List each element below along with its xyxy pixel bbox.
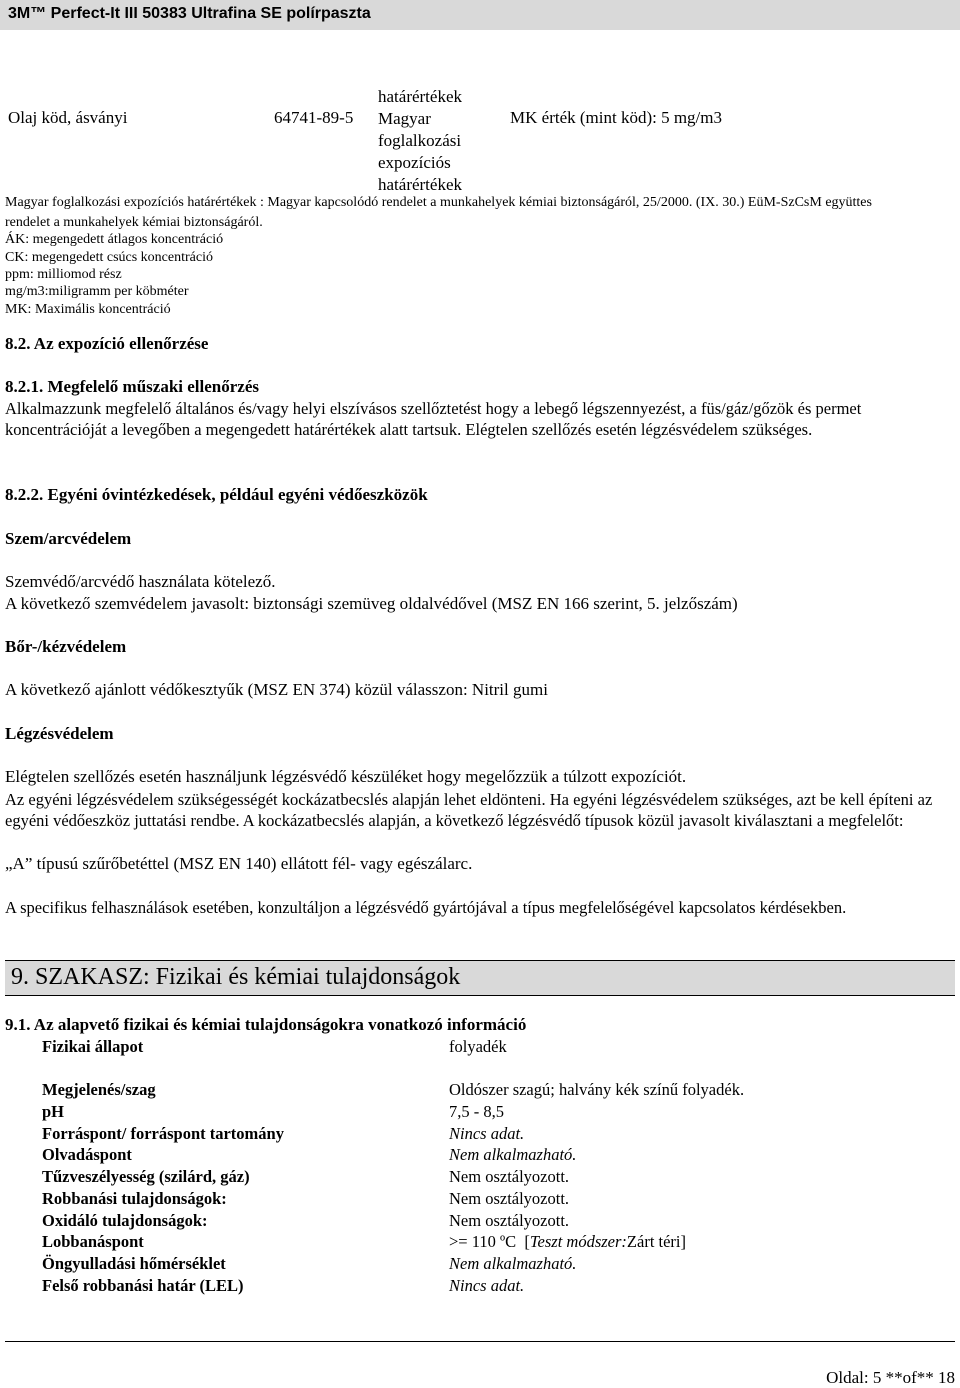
notes-line: Magyar foglalkozási expozíciós határértékek : Magyar kapcsolódó rendelet a munkahelyek kémiai biztonságáról, 25/2000. (IX. 30.) EüM-SzCsM együttes [5, 195, 872, 210]
property-value: 7,5 - 8,5 [449, 1102, 504, 1121]
property-row [42, 1254, 942, 1276]
skin-protection-heading: Bőr-/kézvédelem [5, 637, 127, 656]
respiratory-line: „A” típusú szűrőbetéttel (MSZ EN 140) ellátott fél- vagy egészálarc. [5, 854, 473, 873]
property-label: Tűzveszélyesség (szilárd, gáz) [42, 1167, 250, 1186]
property-row [42, 1102, 942, 1124]
respiratory-line: Elégtelen szellőzés esetén használjunk légzésvédő készüléket hogy megelőzzük a túlzott expozíciót. [5, 767, 687, 786]
property-value: folyadék [449, 1037, 507, 1056]
property-value: Nem osztályozott. [449, 1211, 570, 1230]
property-value: Oldószer szagú; halvány kék színű folyadék. [449, 1080, 745, 1099]
engineering-controls-text: Alkalmazzunk megfelelő általános és/vagy helyi elszívásos szellőztetést hogy a lebegő légszennyezést, a füs/gáz/gőzök és permet koncentrációját a levegőben a megengedett határértékek alatt tartsuk. Elégtelen szellőzés esetén légzésvédelem szükséges. [5, 399, 862, 439]
limit-source-line: Magyar [378, 109, 431, 128]
document-header-bar [0, 0, 960, 30]
heading-8-2-1: 8.2.1. Megfelelő műszaki ellenőrzés [5, 377, 259, 396]
property-row [42, 1124, 942, 1146]
limit-source-line: határértékek [378, 87, 462, 106]
skin-protection-line: A következő ajánlott védőkesztyűk (MSZ EN 374) közül válasszon: Nitril gumi [5, 680, 548, 699]
eye-protection-line: A következő szemvédelem javasolt: biztonsági szemüveg oldalvédővel (MSZ EN 166 szerint, 5. jelzőszám) [5, 594, 738, 613]
property-row [42, 1232, 942, 1254]
property-label: Öngyulladási hőmérséklet [42, 1254, 226, 1273]
property-label: Lobbanáspont [42, 1232, 144, 1251]
property-label: Megjelenés/szag [42, 1080, 156, 1099]
property-row [42, 1167, 942, 1189]
document-title: 3M™ Perfect-It III 50383 Ultrafina SE polírpaszta [8, 5, 371, 22]
abbr-line: ÁK: megengedett átlagos koncentráció [5, 232, 224, 247]
flash-point-method-value: Zárt téri [626, 1232, 681, 1251]
respiratory-paragraph: A specifikus felhasználások esetében, konzultáljon a légzésvédő gyártójával a típus megfelelőségével kapcsolatos kérdésekben. [5, 898, 847, 917]
property-label: Felső robbanási határ (LEL) [42, 1276, 244, 1295]
abbr-line: MK: Maximális koncentráció [5, 302, 171, 317]
property-value: >= 110 ºC [Teszt módszer:Zárt téri] [449, 1232, 687, 1251]
limit-value: MK érték (mint köd): 5 mg/m3 [510, 108, 723, 127]
property-row [42, 1276, 942, 1298]
property-value: Nem alkalmazható. [449, 1254, 577, 1273]
property-label: pH [42, 1102, 65, 1121]
respiratory-paragraph: Az egyéni légzésvédelem szükségességét kockázatbecslés alapján lehet eldönteni. Ha egyéni légzésvédelem szükséges, azt be kell építeni az egyéni védőeszköz juttatási rendbe. A kockázatbecslés alapján, a következő légzésvédő típusok közül javasolt kiválasztani a megfelelőt: [5, 790, 933, 830]
property-value: Nem osztályozott. [449, 1167, 570, 1186]
property-value: Nem alkalmazható. [449, 1145, 577, 1164]
heading-8-2: 8.2. Az expozíció ellenőrzése [5, 334, 209, 353]
property-row [42, 1080, 942, 1102]
property-row [42, 1211, 942, 1233]
property-row [42, 1037, 942, 1059]
property-row [42, 1145, 942, 1167]
heading-8-2-2: 8.2.2. Egyéni óvintézkedések, például egyéni védőeszközök [5, 485, 428, 504]
property-value: Nincs adat. [449, 1124, 525, 1143]
property-label: Olvadáspont [42, 1145, 132, 1164]
page-number: Oldal: 5 **of** 18 [826, 1368, 955, 1387]
flash-point-value: >= 110 ºC [449, 1232, 517, 1251]
section-9-title: 9. SZAKASZ: Fizikai és kémiai tulajdonságok [11, 964, 461, 990]
flash-point-method-label: Teszt módszer: [529, 1232, 627, 1251]
limit-source [378, 86, 462, 196]
property-value: Nincs adat. [449, 1276, 525, 1295]
limit-source-line: foglalkozási [378, 131, 462, 150]
property-label: Robbanási tulajdonságok: [42, 1189, 227, 1208]
substance-name: Olaj köd, ásványi [8, 108, 128, 127]
eye-protection-line: Szemvédő/arcvédő használata kötelező. [5, 572, 276, 591]
limit-source-line: határértékek [378, 175, 462, 194]
notes-line: rendelet a munkahelyek kémiai biztonságáról. [5, 215, 263, 230]
heading-9-1: 9.1. Az alapvető fizikai és kémiai tulajdonságokra vonatkozó információ [5, 1015, 527, 1034]
eye-protection-heading: Szem/arcvédelem [5, 529, 132, 548]
property-label: Oxidáló tulajdonságok: [42, 1211, 208, 1230]
footer-divider [5, 1341, 955, 1342]
abbr-line: ppm: milliomod rész [5, 267, 122, 282]
abbr-line: mg/m3:miligramm per köbméter [5, 284, 189, 299]
property-label: Fizikai állapot [42, 1037, 144, 1056]
limit-source-line: expozíciós [378, 153, 451, 172]
property-label: Forráspont/ forráspont tartomány [42, 1124, 284, 1143]
cas-number: 64741-89-5 [274, 108, 354, 127]
section-9-banner [5, 960, 955, 996]
respiratory-protection-heading: Légzésvédelem [5, 724, 114, 743]
property-row [42, 1189, 942, 1211]
abbr-line: CK: megengedett csúcs koncentráció [5, 250, 213, 265]
property-value: Nem osztályozott. [449, 1189, 570, 1208]
